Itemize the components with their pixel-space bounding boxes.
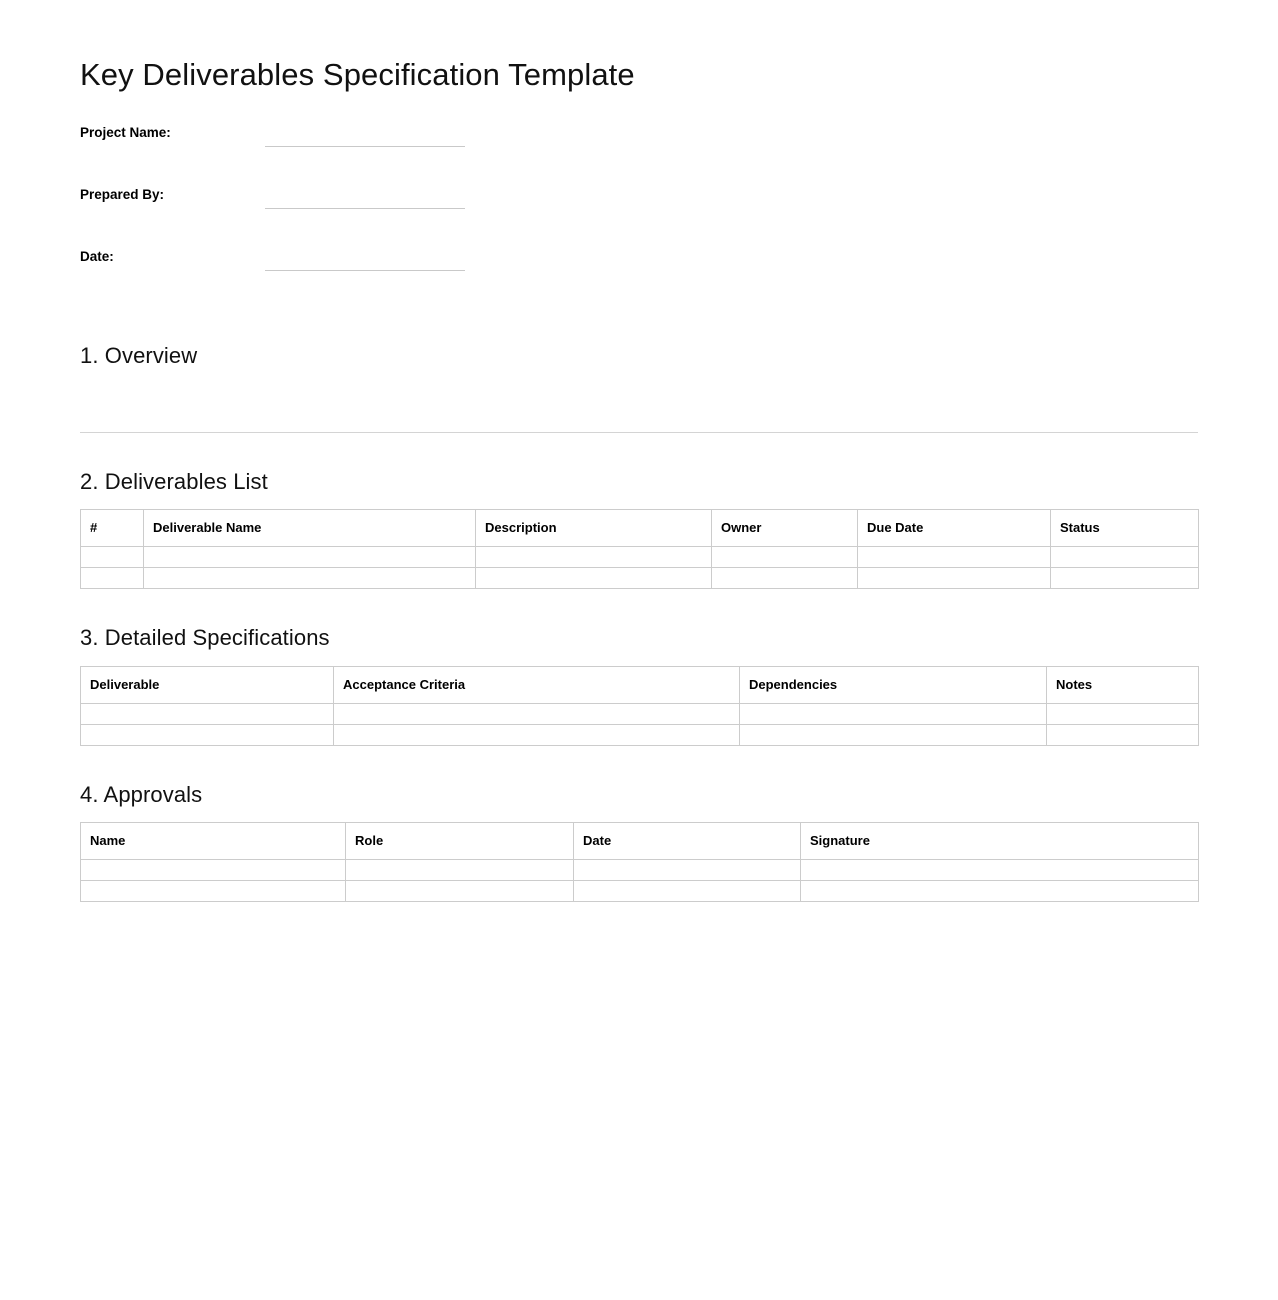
table-cell[interactable] <box>1047 724 1199 745</box>
column-header-description: Description <box>476 510 712 547</box>
section-deliverables-list <box>80 433 1198 590</box>
table-cell[interactable] <box>1051 547 1199 568</box>
table-cell[interactable] <box>144 568 476 589</box>
prepared-by-input[interactable] <box>265 183 465 209</box>
column-header-signature: Signature <box>801 823 1199 860</box>
table-row <box>81 860 1199 881</box>
column-header-date: Date <box>574 823 801 860</box>
section-approvals-heading: 4. Approvals <box>80 781 203 807</box>
specifications-table <box>80 666 1199 746</box>
table-cell[interactable] <box>81 860 346 881</box>
table-row <box>81 568 1199 589</box>
section-approvals <box>80 746 1198 903</box>
column-header-number: # <box>81 510 144 547</box>
section-overview-body[interactable] <box>80 384 1198 432</box>
meta-row-prepared-by <box>80 181 1198 243</box>
page-title: Key Deliverables Specification Template <box>80 57 635 92</box>
table-cell[interactable] <box>81 568 144 589</box>
approvals-table <box>80 822 1199 902</box>
date-input-wrap <box>265 243 465 271</box>
section-detailed-specifications <box>80 589 1198 746</box>
table-cell[interactable] <box>858 547 1051 568</box>
table-cell[interactable] <box>740 724 1047 745</box>
prepared-by-label: Prepared By: <box>80 187 165 203</box>
table-cell[interactable] <box>346 881 574 902</box>
table-row <box>81 547 1199 568</box>
table-cell[interactable] <box>712 568 858 589</box>
table-header-row <box>81 666 1199 703</box>
column-header-due-date: Due Date <box>858 510 1051 547</box>
table-cell[interactable] <box>81 724 334 745</box>
meta-row-project-name <box>80 119 1198 181</box>
table-row <box>81 724 1199 745</box>
table-cell[interactable] <box>801 860 1199 881</box>
date-label: Date: <box>80 249 114 265</box>
deliverables-table <box>80 509 1199 589</box>
column-header-notes: Notes <box>1047 666 1199 703</box>
table-cell[interactable] <box>346 860 574 881</box>
prepared-by-input-wrap <box>265 181 465 209</box>
table-cell[interactable] <box>574 881 801 902</box>
table-cell[interactable] <box>801 881 1199 902</box>
column-header-acceptance-criteria: Acceptance Criteria <box>334 666 740 703</box>
section-deliverables-list-heading: 2. Deliverables List <box>80 468 268 494</box>
table-cell[interactable] <box>740 703 1047 724</box>
table-cell[interactable] <box>476 547 712 568</box>
column-header-role: Role <box>346 823 574 860</box>
project-name-input[interactable] <box>265 121 465 147</box>
section-detailed-specifications-heading: 3. Detailed Specifications <box>80 625 330 651</box>
section-overview-heading: 1. Overview <box>80 343 198 369</box>
table-cell[interactable] <box>144 547 476 568</box>
date-input[interactable] <box>265 245 465 271</box>
table-header-row <box>81 510 1199 547</box>
table-cell[interactable] <box>858 568 1051 589</box>
table-cell[interactable] <box>1051 568 1199 589</box>
table-cell[interactable] <box>334 724 740 745</box>
table-row <box>81 881 1199 902</box>
table-row <box>81 703 1199 724</box>
column-header-deliverable: Deliverable <box>81 666 334 703</box>
table-cell[interactable] <box>81 703 334 724</box>
table-cell[interactable] <box>712 547 858 568</box>
column-header-deliverable-name: Deliverable Name <box>144 510 476 547</box>
document-meta-fields <box>80 119 1198 305</box>
meta-row-date <box>80 243 1198 305</box>
column-header-name: Name <box>81 823 346 860</box>
table-cell[interactable] <box>476 568 712 589</box>
table-cell[interactable] <box>574 860 801 881</box>
table-header-row <box>81 823 1199 860</box>
section-overview <box>80 315 1198 433</box>
table-cell[interactable] <box>334 703 740 724</box>
table-cell[interactable] <box>81 881 346 902</box>
table-cell[interactable] <box>1047 703 1199 724</box>
column-header-owner: Owner <box>712 510 858 547</box>
project-name-input-wrap <box>265 119 465 147</box>
column-header-status: Status <box>1051 510 1199 547</box>
table-cell[interactable] <box>81 547 144 568</box>
project-name-label: Project Name: <box>80 125 171 141</box>
column-header-dependencies: Dependencies <box>740 666 1047 703</box>
